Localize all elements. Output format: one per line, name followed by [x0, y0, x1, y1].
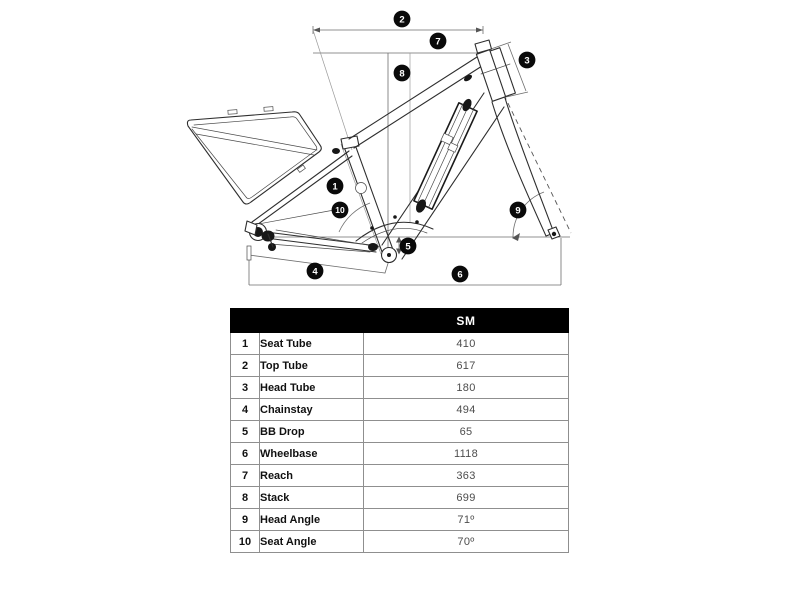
row-value: 410 — [364, 333, 569, 355]
chainstay — [258, 231, 378, 252]
row-number: 5 — [231, 421, 260, 443]
svg-text:8: 8 — [399, 68, 405, 80]
svg-text:6: 6 — [457, 269, 463, 281]
row-label: BB Drop — [260, 421, 364, 443]
row-number: 4 — [231, 399, 260, 421]
row-value: 180 — [364, 377, 569, 399]
row-label: Head Angle — [260, 509, 364, 531]
row-value: 65 — [364, 421, 569, 443]
row-label: Seat Tube — [260, 333, 364, 355]
row-value: 494 — [364, 399, 569, 421]
row-value: 70º — [364, 531, 569, 553]
row-number: 6 — [231, 443, 260, 465]
callout-10 — [332, 202, 349, 219]
table-row — [231, 333, 569, 355]
row-number: 2 — [231, 355, 260, 377]
table-row — [231, 421, 569, 443]
row-label: Head Tube — [260, 377, 364, 399]
table-row — [231, 465, 569, 487]
callout-2 — [394, 11, 411, 28]
callout-3 — [519, 52, 536, 69]
callout-6 — [452, 266, 469, 283]
callout-4 — [307, 263, 324, 280]
row-number: 7 — [231, 465, 260, 487]
row-value: 363 — [364, 465, 569, 487]
callout-9 — [510, 202, 527, 219]
table-row — [231, 355, 569, 377]
svg-text:7: 7 — [435, 36, 441, 48]
callout-8 — [394, 65, 411, 82]
motor-cover — [356, 215, 433, 251]
row-number: 3 — [231, 377, 260, 399]
row-number: 8 — [231, 487, 260, 509]
row-number: 9 — [231, 509, 260, 531]
svg-text:3: 3 — [524, 55, 530, 67]
row-number: 1 — [231, 333, 260, 355]
table-header-row — [231, 309, 569, 333]
callout-7 — [430, 33, 447, 50]
row-label: Chainstay — [260, 399, 364, 421]
svg-text:10: 10 — [335, 205, 345, 215]
table-row — [231, 509, 569, 531]
svg-text:4: 4 — [312, 266, 318, 278]
row-value: 1118 — [364, 443, 569, 465]
row-value: 699 — [364, 487, 569, 509]
svg-text:9: 9 — [515, 205, 521, 217]
seat-tube — [345, 145, 394, 257]
callout-5 — [400, 238, 417, 255]
row-label: Seat Angle — [260, 531, 364, 553]
row-label: Stack — [260, 487, 364, 509]
svg-text:2: 2 — [399, 14, 405, 26]
row-number: 10 — [231, 531, 260, 553]
row-value: 617 — [364, 355, 569, 377]
callout-1 — [327, 178, 344, 195]
table-row — [231, 443, 569, 465]
row-value: 71º — [364, 509, 569, 531]
battery — [414, 97, 477, 214]
svg-text:5: 5 — [405, 241, 411, 253]
table-row — [231, 487, 569, 509]
size-header: SM — [364, 309, 569, 333]
rear-rack — [187, 107, 321, 204]
geometry-table — [230, 308, 569, 553]
table-row — [231, 377, 569, 399]
row-label: Reach — [260, 465, 364, 487]
row-label: Top Tube — [260, 355, 364, 377]
table-row — [231, 531, 569, 553]
row-label: Wheelbase — [260, 443, 364, 465]
header-spacer — [231, 309, 364, 333]
svg-text:1: 1 — [332, 181, 338, 193]
table-row — [231, 399, 569, 421]
